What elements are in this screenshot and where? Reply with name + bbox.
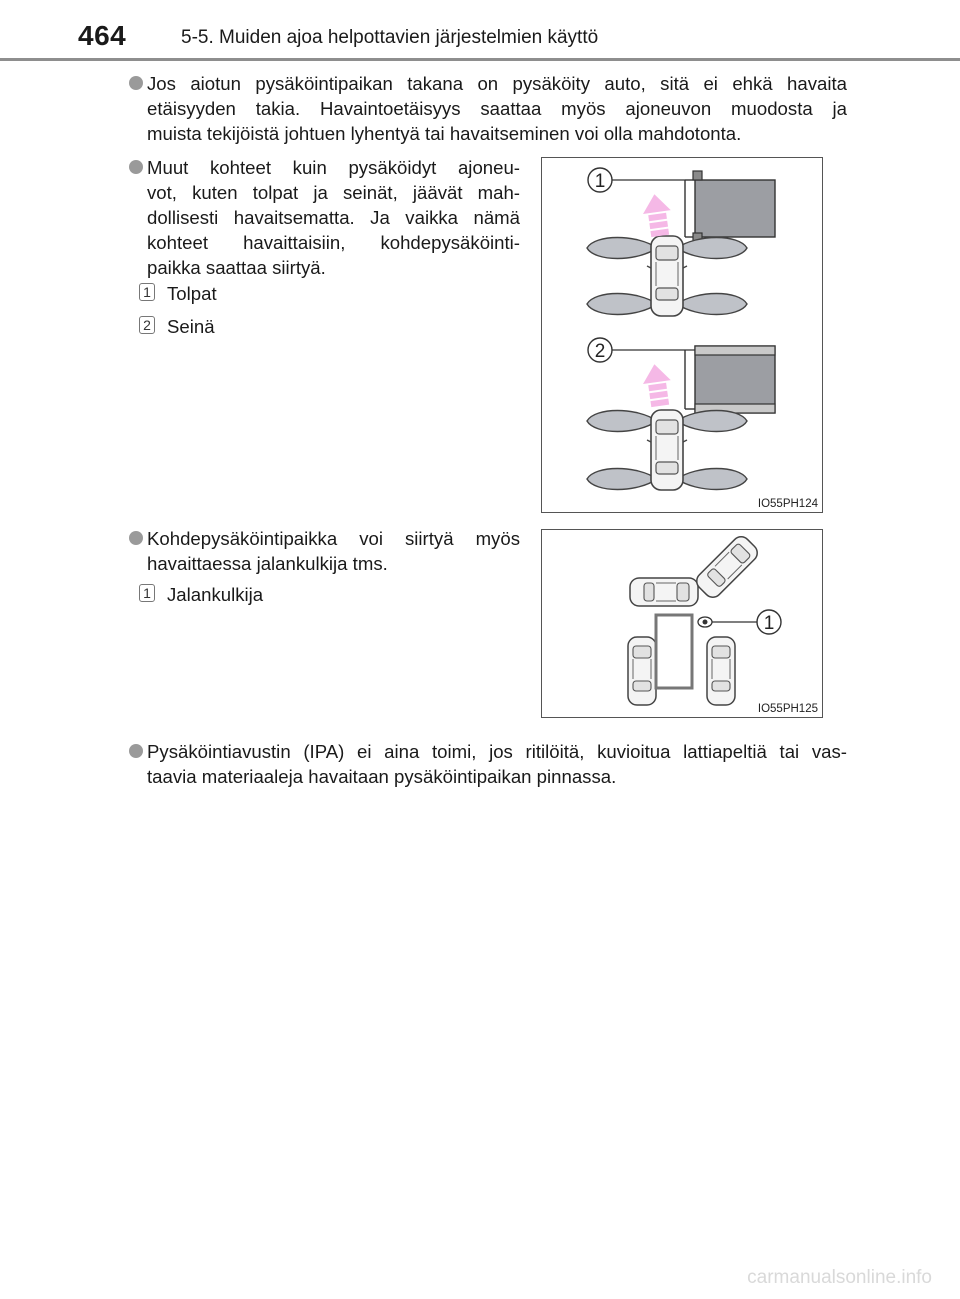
legend-number: 2 xyxy=(139,316,155,334)
text-line: Jos aiotun pysäköintipaikan takana on pysäköity auto, sitä ei ehkä havaita xyxy=(147,73,847,94)
header-divider xyxy=(0,58,960,61)
parked-car-left xyxy=(628,637,656,705)
legend-label-wall: Seinä xyxy=(167,316,215,337)
target-space xyxy=(656,615,692,688)
figure-pedestrian xyxy=(541,529,823,718)
text-line: havaittaessa jalankulkija tms. xyxy=(147,553,388,574)
own-car-ghost xyxy=(693,533,761,601)
text-line: etäisyyden takia. Havaintoetäisyys saattaa myös ajoneuvon muodosta ja xyxy=(147,98,847,119)
legend-number: 1 xyxy=(139,584,155,602)
callout-1-label: 1 xyxy=(763,613,775,634)
text-line: dollisesti havaitsematta. Ja vaikka nämä xyxy=(147,207,520,228)
target-arrow-icon xyxy=(641,192,675,237)
bullet-icon xyxy=(129,531,143,545)
page-header xyxy=(0,0,960,62)
legend-number: 1 xyxy=(139,283,155,301)
callout-2-label: 2 xyxy=(594,341,606,362)
page-number: 464 xyxy=(78,20,127,51)
scene-posts xyxy=(587,168,775,316)
bullet-icon xyxy=(129,744,143,758)
scene-wall xyxy=(587,338,775,490)
text-line: Kohdepysäköintipaikka voi siirtyä myös xyxy=(147,528,520,549)
text-line: kohteet havaittaisiin, kohdepysäköinti- xyxy=(147,232,520,253)
text-line: paikka saattaa siirtyä. xyxy=(147,257,326,278)
section-title: 5-5. Muiden ajoa helpottavien järjestelmien käyttö xyxy=(181,27,599,48)
watermark: carmanualsonline.info xyxy=(747,1267,932,1288)
legend-label-posts: Tolpat xyxy=(167,283,217,304)
text-line: vot, kuten tolpat ja seinät, jäävät mah- xyxy=(147,182,520,203)
diagram-posts-wall xyxy=(542,158,822,512)
bullet-icon xyxy=(129,76,143,90)
own-car xyxy=(630,578,698,606)
figure-code: IO55PH124 xyxy=(757,498,818,510)
pedestrian-icon xyxy=(698,617,712,627)
bullet-icon xyxy=(129,160,143,174)
bullet-paragraph-4 xyxy=(147,739,847,789)
target-arrow-icon xyxy=(641,362,675,407)
diagram-pedestrian xyxy=(542,530,822,717)
figure-posts-wall xyxy=(541,157,823,513)
text-line: Pysäköintiavustin (IPA) ei aina toimi, jos ritilöitä, kuvioitua lattiapeltiä tai vas- xyxy=(147,741,847,762)
figure-code: IO55PH125 xyxy=(757,703,818,715)
post-icon xyxy=(693,171,702,180)
bullet-paragraph-2 xyxy=(147,155,520,280)
legend-label-pedestrian: Jalankulkija xyxy=(167,584,264,605)
bullet-paragraph-1 xyxy=(147,71,847,146)
text-line: Muut kohteet kuin pysäköidyt ajoneu- xyxy=(147,157,520,178)
parked-car-right xyxy=(707,637,735,705)
callout-1-label: 1 xyxy=(594,171,606,192)
bullet-paragraph-3 xyxy=(147,526,520,576)
text-line: muista tekijöistä johtuen lyhentyä tai havaitseminen voi olla mahdotonta. xyxy=(147,123,742,144)
text-line: taavia materiaaleja havaitaan pysäköintipaikan pinnassa. xyxy=(147,766,617,787)
